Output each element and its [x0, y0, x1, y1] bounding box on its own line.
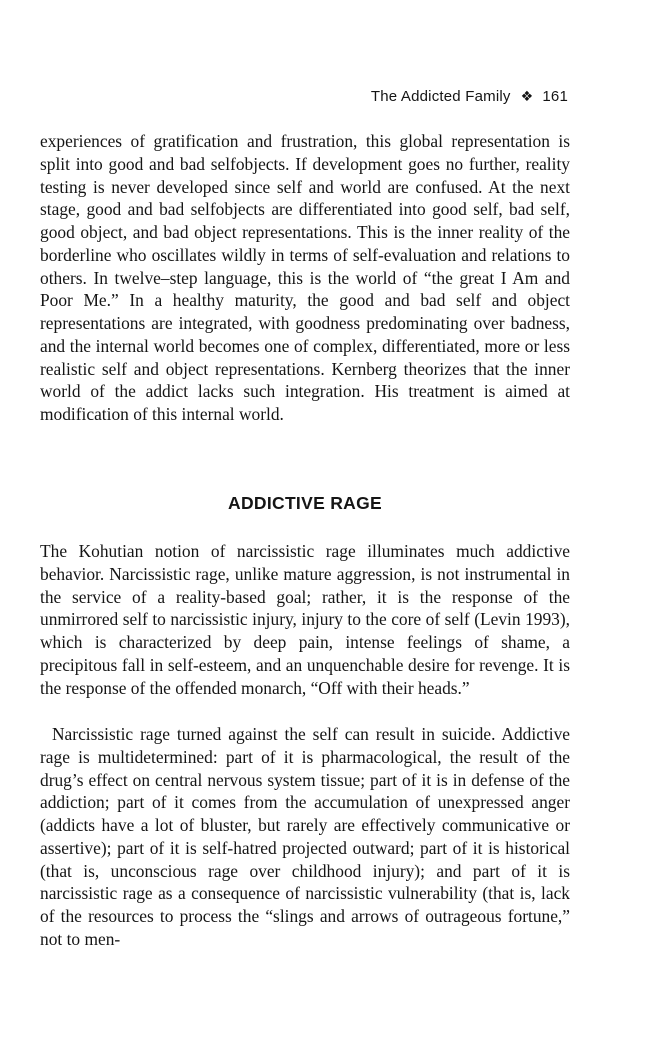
paragraph-text: experiences of gratification and frustration, this global representation is split into good and bad selfobjects. If development goes no further, reality testing is never developed since self and world are confused. At the next stage, good and bad selfobjects are differentiated into good self, bad self, good object, and bad object representations. This is the inner reality of the borderline who oscillates wildly in terms of self-evaluation and relations to others. In twelve–step language, this is the world of “the great I Am and Poor Me.” In a healthy maturity, the good and bad self and object representations are integrated, with goodness predominating over badness, and the internal world becomes one of complex, differentiated, more or less realistic self and object representations. Kernberg theorizes that the inner world of the addict lacks such integration. His treatment is aimed at modification of this internal world. — [40, 131, 570, 424]
paragraph-indented — [40, 723, 570, 951]
paragraph-text: The Kohutian notion of narcissistic rage illuminates much addictive behavior. Narcissistic rage, unlike mature aggression, is not instrumental in the service of a reality-based goal; rather, it is the response of the unmirrored self to narcissistic injury, injury to the core of self (Levin 1993), which is characterized by deep pain, intense feelings of shame, a precipitous fall in self-esteem, and an unquenchable desire for revenge. It is the response of the offended monarch, “Off with their heads.” — [40, 541, 570, 698]
section-heading: ADDICTIVE RAGE — [228, 493, 382, 513]
paragraph-first — [40, 540, 570, 699]
paragraph-continued — [40, 130, 570, 426]
ornament-icon: ❖ — [520, 88, 534, 104]
page-number: 161 — [542, 88, 568, 105]
running-title: The Addicted Family — [370, 88, 511, 105]
paragraph-text: Narcissistic rage turned against the self can result in suicide. Addictive rage is multidetermined: part of it is pharmacological, the result of the drug’s effect on central nervous system tissue; part of it is in defense of the addiction; part of it comes from the accumulation of unexpressed anger (addicts have a lot of bluster, but rarely are effectively communicative or assertive); part of it is self-hatred projected outward; part of it is historical (that is, unconscious rage over childhood injury); and part of it is narcissistic rage as a consequence of narcissistic vulnerability (that is, lack of the resources to process the “slings and arrows of outrageous fortune,” not to men- — [40, 724, 570, 949]
running-header — [371, 88, 568, 105]
